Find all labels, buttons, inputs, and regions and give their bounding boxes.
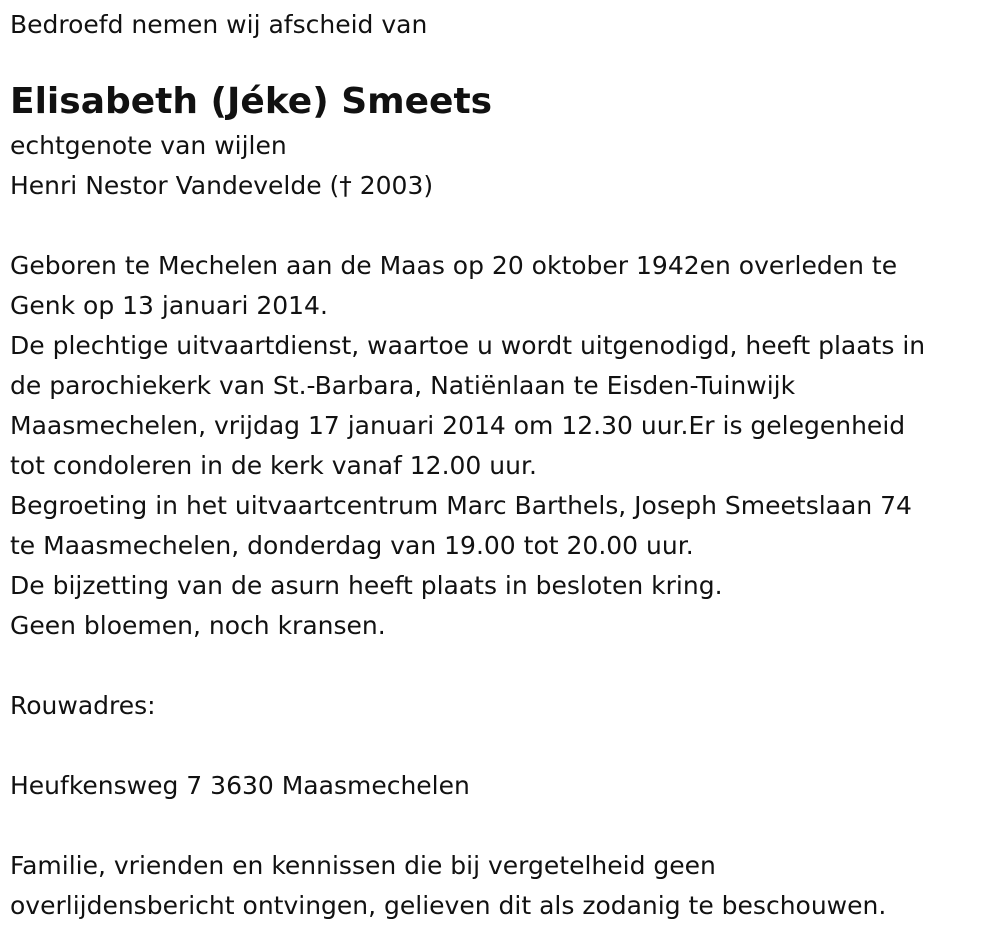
cross-icon: † bbox=[339, 171, 352, 200]
death-notice bbox=[10, 0, 995, 926]
closing-line: overlijdensbericht ontvingen, gelieven dit als zodanig te beschouwen. bbox=[10, 891, 887, 920]
spouse-line-2 bbox=[10, 166, 995, 206]
spacer bbox=[10, 646, 995, 686]
body-line: De plechtige uitvaartdienst, waartoe u wordt uitgenodigd, heeft plaats in bbox=[10, 331, 926, 360]
address-label: Rouwadres: bbox=[10, 691, 156, 720]
body-line: Geen bloemen, noch kransen. bbox=[10, 611, 386, 640]
deceased-name: Elisabeth (Jéke) Smeets bbox=[10, 81, 493, 122]
spouse-death-year: 2003) bbox=[351, 171, 434, 200]
body-line: de parochiekerk van St.-Barbara, Natiënlaan te Eisden-Tuinwijk bbox=[10, 371, 796, 400]
notice-body bbox=[10, 246, 995, 646]
body-line: Geboren te Mechelen aan de Maas op 20 oktober 1942en overleden te bbox=[10, 251, 898, 280]
body-line: Maasmechelen, vrijdag 17 januari 2014 om 12.30 uur.Er is gelegenheid bbox=[10, 411, 906, 440]
spacer bbox=[10, 726, 995, 766]
body-line: Genk op 13 januari 2014. bbox=[10, 291, 328, 320]
spacer bbox=[10, 806, 995, 846]
spacer bbox=[10, 206, 995, 246]
spouse-name: Henri Nestor Vandevelde ( bbox=[10, 171, 340, 200]
body-line: tot condoleren in de kerk vanaf 12.00 uur. bbox=[10, 451, 537, 480]
intro-text: Bedroefd nemen wij afscheid van bbox=[10, 10, 428, 39]
spouse-line-1: echtgenote van wijlen bbox=[10, 131, 287, 160]
mourning-address: Heufkensweg 7 3630 Maasmechelen bbox=[10, 771, 470, 800]
body-line: De bijzetting van de asurn heeft plaats in besloten kring. bbox=[10, 571, 723, 600]
body-line: Begroeting in het uitvaartcentrum Marc Barthels, Joseph Smeetslaan 74 bbox=[10, 491, 912, 520]
body-line: te Maasmechelen, donderdag van 19.00 tot 20.00 uur. bbox=[10, 531, 694, 560]
closing-line: Familie, vrienden en kennissen die bij vergetelheid geen bbox=[10, 851, 716, 880]
